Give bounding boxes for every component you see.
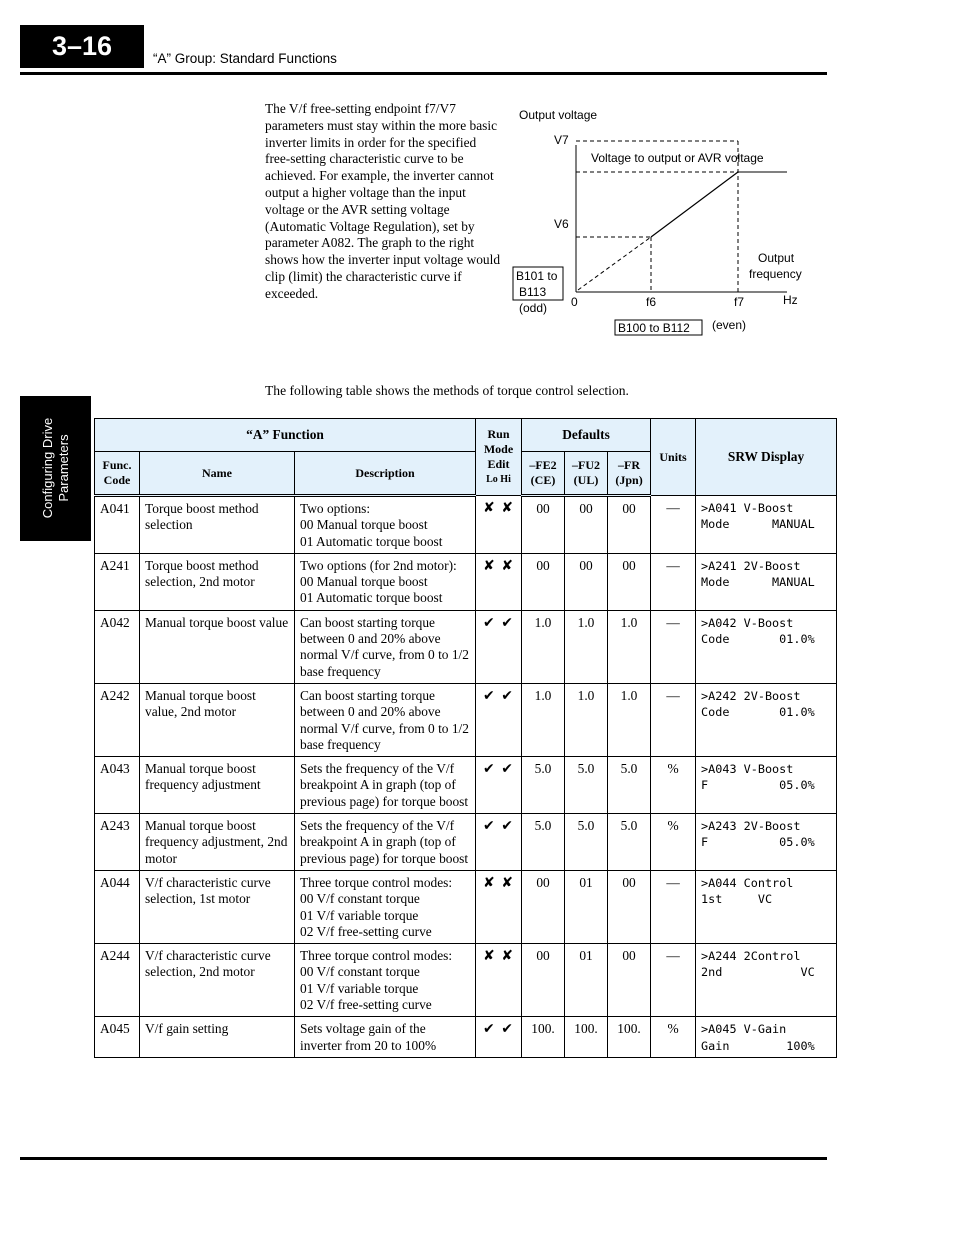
run-mode-edit-cell (476, 757, 522, 814)
default-fe2-cell: 00 (522, 944, 565, 1017)
srw-display-cell: >A043 V-Boost F 05.0% (696, 757, 837, 814)
default-fe2-cell: 1.0 (522, 683, 565, 756)
check-icon: ✔ ✔ (483, 1021, 514, 1038)
odd-note: (odd) (519, 301, 548, 315)
srw-display-cell: >A241 2V-Boost Mode MANUAL (696, 553, 837, 610)
units-cell: — (651, 553, 696, 610)
fr-line-2: (Jpn) (615, 473, 643, 487)
name-cell: Manual torque boost value, 2nd motor (140, 683, 295, 756)
default-fu2-cell: 01 (565, 944, 608, 1017)
name-cell: Torque boost method selection (140, 496, 295, 554)
description-line: Three torque control modes: (300, 874, 453, 890)
fe2-line-2: (CE) (530, 473, 556, 487)
origin-label: 0 (571, 295, 578, 309)
check-icon: ✔ ✔ (483, 818, 514, 835)
table-row (95, 553, 837, 610)
origin-segment-dash (578, 237, 651, 290)
run-mode-edit-cell (476, 683, 522, 756)
default-fr-cell: 1.0 (608, 683, 651, 756)
description-line: 02 V/f free-setting curve (300, 997, 432, 1013)
table-row (95, 496, 837, 554)
description-line: Can boost starting torque between 0 and 20% above normal V/f curve, from 0 to 1/2 base frequency (300, 614, 469, 679)
f7-label: f7 (734, 295, 745, 309)
cross-icon: ✘ ✘ (483, 557, 514, 574)
default-fr-cell: 5.0 (608, 814, 651, 871)
table-row (95, 610, 837, 683)
name-cell: Torque boost method selection, 2nd motor (140, 553, 295, 610)
description-cell (295, 870, 476, 943)
fe2-line-1: –FE2 (529, 458, 557, 472)
func-code-cell: A042 (95, 610, 140, 683)
x-axis-label-2: frequency (749, 267, 802, 281)
description-line: Three torque control modes: (300, 948, 453, 964)
table-row (95, 683, 837, 756)
name-cell: Manual torque boost frequency adjustment (140, 757, 295, 814)
table-row (95, 757, 837, 814)
srw-display-cell: >A242 2V-Boost Code 01.0% (696, 683, 837, 756)
table-row (95, 1017, 837, 1058)
footer-rule (20, 1157, 827, 1160)
fu2-line-2: (UL) (573, 473, 599, 487)
description-line: Sets voltage gain of the inverter from 20 to 100% (300, 1021, 437, 1053)
description-cell (295, 757, 476, 814)
func-code-header (95, 452, 140, 496)
unit-label: Hz (783, 293, 798, 307)
units-cell: — (651, 683, 696, 756)
units-cell: % (651, 757, 696, 814)
default-fe2-cell: 5.0 (522, 814, 565, 871)
description-cell (295, 944, 476, 1017)
srw-display-cell: >A041 V-Boost Mode MANUAL (696, 496, 837, 554)
side-tab-line-1: Configuring Drive (40, 417, 55, 519)
srw-display-cell: >A244 2Control 2nd VC (696, 944, 837, 1017)
vf-clip-graph (505, 100, 815, 345)
default-fu2-cell: 100. (565, 1017, 608, 1058)
page-number: 3–16 (20, 25, 144, 68)
units-cell: — (651, 870, 696, 943)
units-cell: % (651, 814, 696, 871)
fr-header (608, 452, 651, 496)
units-header: Units (651, 419, 696, 496)
description-header: Description (295, 452, 476, 496)
fu2-header (565, 452, 608, 496)
run-mode-edit-cell (476, 1017, 522, 1058)
even-note: (even) (712, 318, 747, 332)
header-rule (20, 72, 827, 75)
x-axis-label-1: Output (758, 251, 795, 265)
description-cell (295, 610, 476, 683)
curve-segment (651, 172, 738, 237)
run-mode-edit-cell (476, 870, 522, 943)
clip-label: Voltage to output or AVR voltage (591, 151, 764, 165)
default-fu2-cell: 5.0 (565, 757, 608, 814)
section-title: “A” Group: Standard Functions (153, 51, 337, 66)
description-line: 01 V/f variable torque (300, 980, 419, 996)
default-fu2-cell: 1.0 (565, 610, 608, 683)
table-row (95, 814, 837, 871)
description-line: 01 Automatic torque boost (300, 533, 443, 549)
description-line: 00 Manual torque boost (300, 517, 428, 533)
description-cell (295, 1017, 476, 1058)
table-row (95, 870, 837, 943)
check-icon: ✔ ✔ (483, 614, 514, 631)
description-line: Two options (for 2nd motor): (300, 557, 457, 573)
func-code-line-1: Func. (102, 458, 132, 472)
description-line: 00 V/f constant torque (300, 891, 420, 907)
default-fu2-cell: 5.0 (565, 814, 608, 871)
default-fu2-cell: 00 (565, 553, 608, 610)
intro-paragraph: The V/f free-setting endpoint f7/V7 parameters must stay within the more basic inverter limits in order for the specified free-setting characteristic curve to be achieved. For example, the inverter cannot output a higher voltage than the input voltage or the AVR setting voltage (Automatic Voltage Regulation), set by parameter A082. The graph to the right shows how the inverter input voltage would clip (limit) the characteristic curve if exceeded. (265, 101, 501, 301)
default-fu2-cell: 01 (565, 870, 608, 943)
check-icon: ✔ ✔ (483, 687, 514, 704)
description-line: 02 V/f free-setting curve (300, 923, 432, 939)
name-cell: V/f characteristic curve selection, 2nd motor (140, 944, 295, 1017)
table-body (95, 496, 837, 1058)
description-line: 01 Automatic torque boost (300, 590, 443, 606)
func-code-cell: A043 (95, 757, 140, 814)
y-axis-label: Output voltage (519, 108, 598, 122)
name-cell: Manual torque boost value (140, 610, 295, 683)
default-fr-cell: 1.0 (608, 610, 651, 683)
description-line: Sets the frequency of the V/f breakpoint A in graph (top of previous page) for torque boost (300, 818, 469, 866)
a-function-header: “A” Function (95, 419, 476, 452)
cross-icon: ✘ ✘ (483, 500, 514, 516)
srw-display-cell: >A243 2V-Boost F 05.0% (696, 814, 837, 871)
odd-box-line-1: B101 to (516, 269, 558, 283)
f6-label: f6 (646, 295, 657, 309)
func-code-cell: A044 (95, 870, 140, 943)
description-line: 00 Manual torque boost (300, 574, 428, 590)
description-line: Can boost starting torque between 0 and 20% above normal V/f curve, from 0 to 1/2 base frequency (300, 687, 469, 752)
func-code-cell: A241 (95, 553, 140, 610)
side-tab-line-2: Parameters (56, 434, 71, 502)
default-fr-cell: 100. (608, 1017, 651, 1058)
default-fe2-cell: 100. (522, 1017, 565, 1058)
default-fe2-cell: 5.0 (522, 757, 565, 814)
table-intro: The following table shows the methods of torque control selection. (265, 383, 629, 398)
default-fr-cell: 5.0 (608, 757, 651, 814)
default-fr-cell: 00 (608, 553, 651, 610)
default-fr-cell: 00 (608, 870, 651, 943)
func-code-cell: A045 (95, 1017, 140, 1058)
units-cell: — (651, 496, 696, 554)
run-mode-line-4: Lo Hi (486, 474, 511, 485)
default-fu2-cell: 1.0 (565, 683, 608, 756)
description-line: 01 V/f variable torque (300, 907, 419, 923)
v6-label: V6 (554, 217, 569, 231)
defaults-header: Defaults (522, 419, 651, 452)
run-mode-edit-cell (476, 944, 522, 1017)
srw-display-cell: >A042 V-Boost Code 01.0% (696, 610, 837, 683)
check-icon: ✔ ✔ (483, 761, 514, 778)
func-code-cell: A244 (95, 944, 140, 1017)
default-fe2-cell: 1.0 (522, 610, 565, 683)
default-fe2-cell: 00 (522, 870, 565, 943)
default-fe2-cell: 00 (522, 553, 565, 610)
fe2-header (522, 452, 565, 496)
func-code-cell: A242 (95, 683, 140, 756)
cross-icon: ✘ ✘ (483, 948, 514, 965)
run-mode-line-3: Edit (487, 457, 510, 471)
default-fr-cell: 00 (608, 496, 651, 554)
cross-icon: ✘ ✘ (483, 874, 514, 891)
name-header: Name (140, 452, 295, 496)
description-cell (295, 814, 476, 871)
srw-display-cell: >A044 Control 1st VC (696, 870, 837, 943)
units-cell: — (651, 610, 696, 683)
func-code-cell: A243 (95, 814, 140, 871)
units-cell: % (651, 1017, 696, 1058)
run-mode-header (476, 419, 522, 496)
description-line: 00 V/f constant torque (300, 964, 420, 980)
description-cell (295, 553, 476, 610)
run-mode-line-2: Mode (483, 442, 514, 456)
function-table (94, 418, 837, 1058)
run-mode-edit-cell (476, 814, 522, 871)
odd-box-line-2: B113 (519, 285, 547, 299)
func-code-line-2: Code (103, 473, 131, 487)
table-row (95, 944, 837, 1017)
run-mode-line-1: Run (487, 427, 510, 441)
description-cell (295, 683, 476, 756)
units-cell: — (651, 944, 696, 1017)
name-cell: V/f characteristic curve selection, 1st motor (140, 870, 295, 943)
default-fr-cell: 00 (608, 944, 651, 1017)
fu2-line-1: –FU2 (572, 458, 601, 472)
run-mode-edit-cell (476, 496, 522, 554)
name-cell: Manual torque boost frequency adjustment, 2nd motor (140, 814, 295, 871)
default-fu2-cell: 00 (565, 496, 608, 554)
description-line: Sets the frequency of the V/f breakpoint A in graph (top of previous page) for torque boost (300, 761, 469, 809)
func-code-cell: A041 (95, 496, 140, 554)
srw-display-header: SRW Display (696, 419, 837, 496)
fr-line-1: –FR (618, 458, 641, 472)
side-tab-label (40, 368, 72, 568)
description-cell (295, 496, 476, 554)
srw-display-cell: >A045 V-Gain Gain 100% (696, 1017, 837, 1058)
name-cell: V/f gain setting (140, 1017, 295, 1058)
run-mode-edit-cell (476, 553, 522, 610)
v7-label: V7 (554, 133, 569, 147)
description-line: Two options: (300, 501, 371, 516)
even-box-label: B100 to B112 (618, 321, 690, 335)
run-mode-edit-cell (476, 610, 522, 683)
default-fe2-cell: 00 (522, 496, 565, 554)
